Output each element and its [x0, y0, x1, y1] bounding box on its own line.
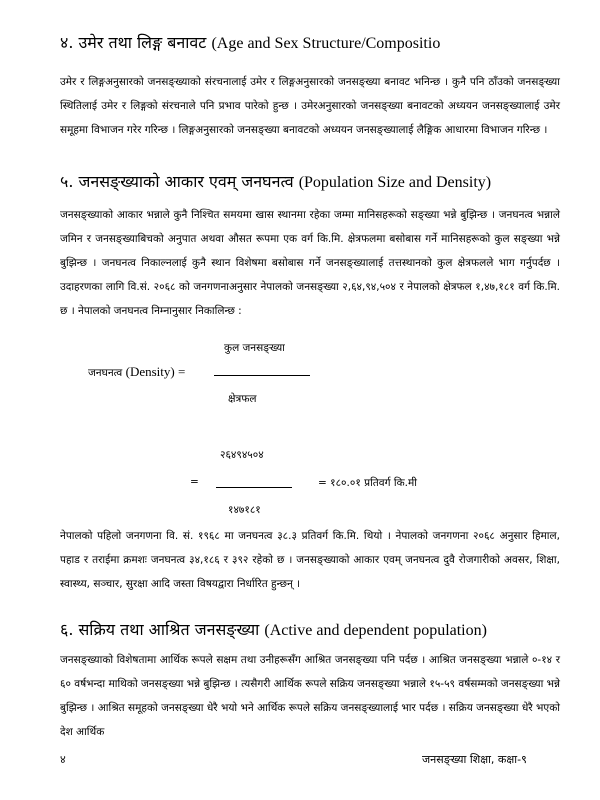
- formula-numerator: कुल जनसङ्ख्या: [224, 342, 285, 354]
- calc-equals: =: [190, 476, 199, 488]
- formula-lhs-en: (Density) =: [125, 364, 186, 379]
- calc-denominator: १४७१८१: [228, 504, 261, 516]
- formula-fraction-bar: [214, 375, 310, 376]
- calc-fraction-bar: [216, 487, 292, 488]
- section-6-paragraph: जनसङ्ख्याको विशेषतामा आर्थिक रूपले सक्षम तथा उनीहरूसँग आश्रित जनसङ्ख्या पनि पर्दछ । आश्रित जनसङ्ख्या भन्नाले ०-१४ र ६० वर्षभन्दा माथिको जनसङ्ख्या भन्ने बुझिन्छ । त्यसैगरी आर्थिक रूपले सक्रिय जनसङ्ख्या भन्नाले १५-५९ वर्षसम्मको जनसङ्ख्या भन्ने बुझिन्छ । आश्रित समूहको जनसङ्ख्या धेरै भयो भने आर्थिक रूपले सक्रिय जनसङ्ख्यालाई भार पर्दछ । सक्रिय जनसङ्ख्या धेरै भएको देश आर्थिक: [60, 654, 560, 738]
- section-5-heading-np: ५. जनसङ्ख्याको आकार एवम् जनघनत्व: [60, 172, 294, 191]
- formula-lhs-np: जनघनत्व: [88, 367, 123, 379]
- section-5-heading: [60, 172, 580, 193]
- section-5-paragraph: जनसङ्ख्याको आकार भन्नाले कुनै निश्चित समयमा खास स्थानमा रहेका जम्मा मानिसहरूको सङ्ख्या भन्ने बुझिन्छ । जनघनत्व भन्नाले जमिन र जनसङ्ख्याबिचको अनुपात अथवा औसत रूपमा एक वर्ग कि.मि. क्षेत्रफलमा बसोबास गर्ने मानिसहरूको कुल सङ्ख्या भन्ने बुझिन्छ । जनघनत्व निकाल्नलाई कुनै स्थान विशेषमा बसोबास गर्ने जनसङ्ख्यालाई तत्तस्थानको कुल क्षेत्रफलले भाग गर्नुपर्दछ । उदाहरणका लागि वि.सं. २०६८ को जनगणनाअनुसार नेपालको जनसङ्ख्या २,६४,९४,५०४ र नेपालको क्षेत्रफल १,४७,१८१ वर्ग कि.मि. छ । नेपालको जनघनत्व निम्नानुसार निकालिन्छ :: [60, 209, 560, 317]
- formula-denominator: क्षेत्रफल: [228, 393, 257, 405]
- section-6-heading: [60, 620, 580, 641]
- calc-result: = १८०.०१ प्रतिवर्ग कि.मी: [318, 477, 417, 489]
- section-5-heading-en: (Population Size and Density): [298, 174, 492, 191]
- book-title: जनसङ्ख्या शिक्षा, कक्षा-९: [422, 753, 527, 766]
- section-4-heading-np: ४. उमेर तथा लिङ्ग बनावट: [60, 33, 207, 52]
- section-6-heading-np: ६. सक्रिय तथा आश्रित जनसङ्ख्या: [60, 620, 260, 639]
- section-4-heading-en: (Age and Sex Structure/Compositio: [211, 35, 441, 52]
- calc-numerator: २६४९४५०४: [220, 449, 264, 461]
- section-4-heading: [60, 33, 580, 54]
- formula-lhs: [88, 364, 185, 380]
- page-number: ४: [60, 753, 66, 766]
- section-6-heading-en: (Active and dependent population): [264, 622, 487, 639]
- section-5-paragraph-2: नेपालको पहिलो जनगणना वि. सं. १९६८ मा जनघनत्व ३८.३ प्रतिवर्ग कि.मि. थियो । नेपालको जनगणना २०६८ अनुसार हिमाल, पहाड र तराईमा क्रमशः जनघनत्व ३४,१८६ र ३९२ रहेको छ । जनसङ्ख्याको आकार एवम् जनघनत्व दुवै रोजगारीको अवसर, शिक्षा, स्वास्थ्य, सञ्चार, सुरक्षा आदि जस्ता विषयद्वारा निर्धारित हुन्छन् ।: [60, 530, 560, 590]
- section-4-paragraph: उमेर र लिङ्गअनुसारको जनसङ्ख्याको संरचनालाई उमेर र लिङ्गअनुसारको जनसङ्ख्या बनावट भनिन्छ । कुनै पनि ठाँउको जनसङ्ख्या स्थितिलाई उमेर र लिङ्गको संरचनाले पनि प्रभाव पारेको हुन्छ । उमेरअनुसारको जनसङ्ख्या बनावटको अध्ययन जनसङ्ख्यालाई उमेर समूहमा विभाजन गरेर गरिन्छ । लिङ्गअनुसारको जनसङ्ख्या बनावटको अध्ययन जनसङ्ख्यालाई लैङ्गिक आधारमा विभाजन गरिन्छ ।: [60, 76, 560, 136]
